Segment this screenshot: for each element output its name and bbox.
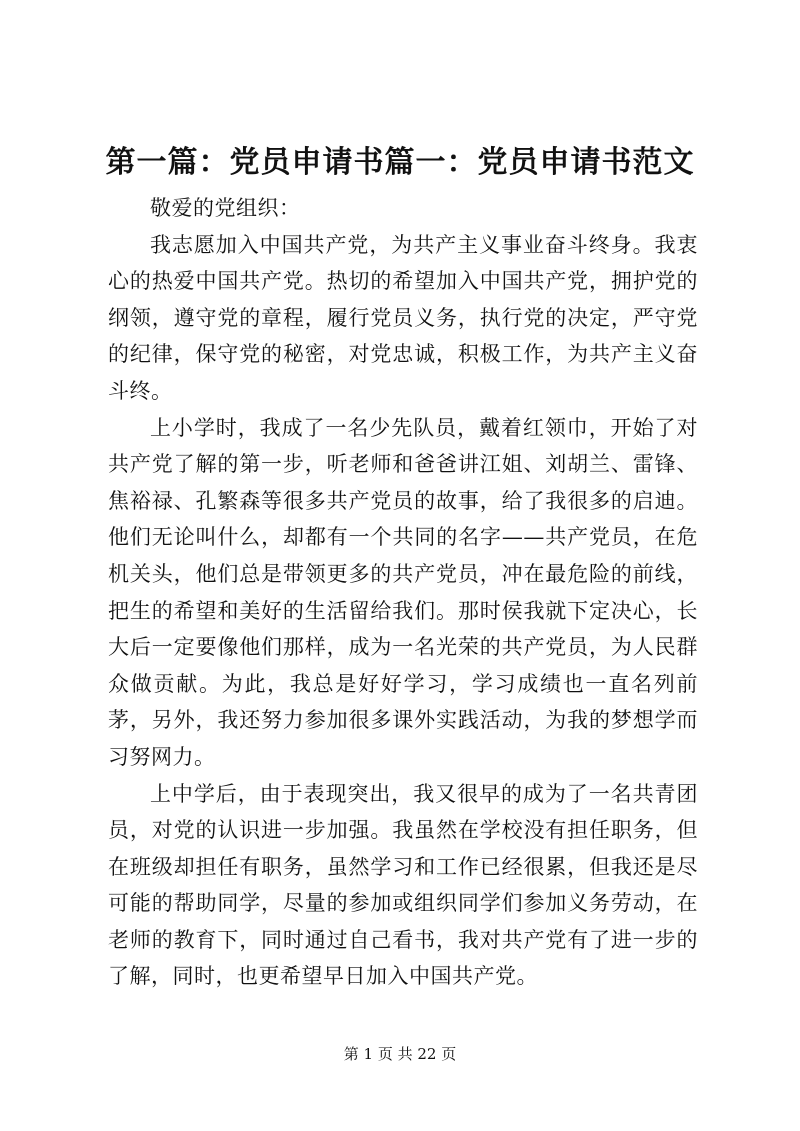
salutation: 敬爱的党组织： (150, 196, 301, 220)
page-footer: 第 1 页 共 22 页 (343, 1045, 457, 1063)
paragraph-3: 上中学后，由于表现突出，我又很早的成为了一名共青团员，对党的认识进一步加强。我虽然在学校没有担任职务，但在班级却担任有职务，虽然学习和工作已经很累，但我还是尽可能的帮助同学，尽量的参加或组织同学们参加义务劳动，在老师的教育下，同时通过自己看书，我对共产党有了进一步的了解，同时，也更希望早日加入中国共产党。 (108, 781, 698, 989)
paragraph-2: 上小学时，我成了一名少先队员，戴着红领巾，开始了对共产党了解的第一步，听老师和爸爸讲江姐、刘胡兰、雷锋、焦裕禄、孔繁森等很多共产党员的故事，给了我很多的启迪。他们无论叫什么，却都有一个共同的名字——共产党员，在危机关头，他们总是带领更多的共产党员，冲在最危险的前线，把生的希望和美好的生活留给我们。那时侯我就下定决心，长大后一定要像他们那样，成为一名光荣的共产党员，为人民群众做贡献。为此，我总是好好学习，学习成绩也一直名列前茅，另外，我还努力参加很多课外实践活动，为我的梦想学而习努网力。 (108, 415, 698, 769)
paragraph-1: 我志愿加入中国共产党，为共产主义事业奋斗终身。我衷心的热爱中国共产党。热切的希望加入中国共产党，拥护党的纲领，遵守党的章程，履行党员义务，执行党的决定，严守党的纪律，保守党的秘密，对党忠诚，积极工作，为共产主义奋斗终。 (108, 232, 698, 403)
document-body (108, 190, 698, 995)
document-title: 第一篇：党员申请书篇一：党员申请书范文 (105, 145, 695, 180)
